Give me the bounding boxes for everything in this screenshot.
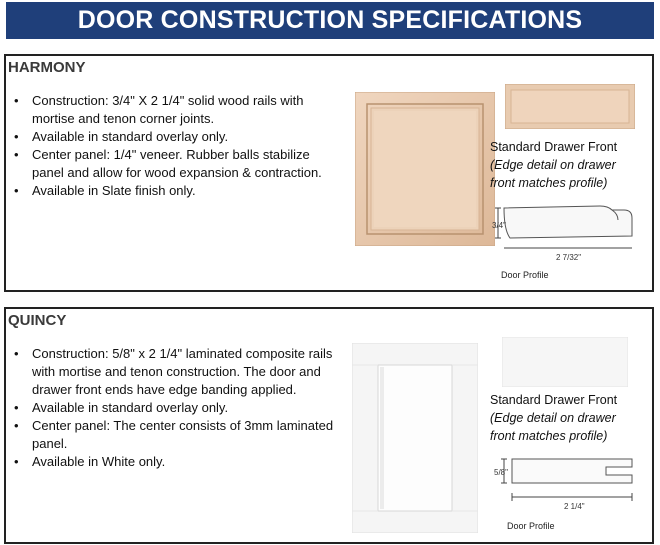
quincy-door-profile-drawing [490,449,640,515]
harmony-drawer-caption [490,138,640,192]
harmony-spec-list [14,92,334,200]
drawer-note: (Edge detail on drawer front matches profile) [490,411,616,443]
harmony-title: HARMONY [8,59,86,76]
harmony-section [4,54,654,292]
quincy-section [4,307,654,544]
dimension-vertical: 3/4" [492,221,506,230]
drawer-label: Standard Drawer Front [490,140,618,154]
quincy-door-image [352,343,478,533]
drawer-label: Standard Drawer Front [490,393,618,407]
spec-item: • Available in standard overlay only. [14,399,334,417]
spec-item: • Available in White only. [14,453,334,471]
spec-item: • Construction: 3/4" X 2 1/4" solid wood rails with mortise and tenon corner joints. [14,92,334,128]
harmony-profile-label: Door Profile [501,270,549,280]
dimension-vertical: 5/8" [494,468,508,477]
quincy-spec-list [14,345,334,471]
spec-item: • Available in Slate finish only. [14,182,334,200]
spec-item: • Center panel: 1/4" veneer. Rubber balls stabilize panel and allow for wood expansion & contraction. [14,146,334,182]
quincy-title: QUINCY [8,312,67,329]
spec-item: • Center panel: The center consists of 3mm laminated panel. [14,417,334,453]
drawer-note: (Edge detail on drawer front matches profile) [490,158,616,190]
harmony-door-profile-drawing [490,196,640,268]
quincy-profile-label: Door Profile [507,521,555,531]
spec-item: • Available in standard overlay only. [14,128,334,146]
harmony-drawer-front-image [505,84,635,129]
dimension-horizontal: 2 7/32" [556,253,582,262]
quincy-drawer-caption [490,391,640,445]
dimension-horizontal: 2 1/4" [564,502,585,511]
page-title: DOOR CONSTRUCTION SPECIFICATIONS [6,2,654,39]
spec-item: • Construction: 5/8" x 2 1/4" laminated composite rails with mortise and tenon construction. The door and drawer front ends have edge banding applied. [14,345,334,399]
harmony-door-image [355,92,495,246]
quincy-drawer-front-image [502,337,628,387]
